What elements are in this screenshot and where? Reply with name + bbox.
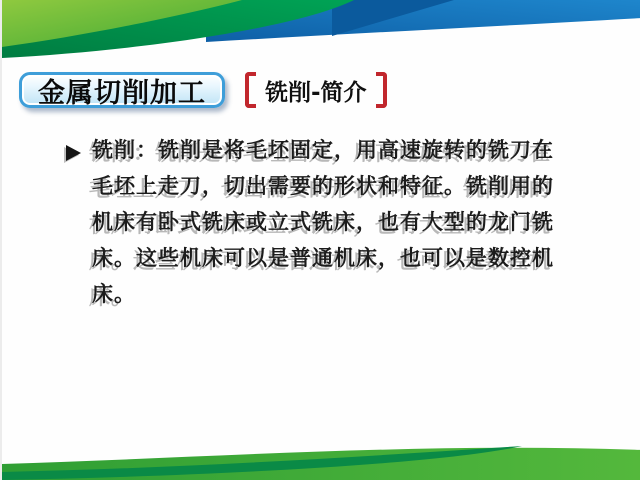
subtitle: 铣削-简介 — [265, 79, 367, 106]
body-line: 毛坯上走刀，切出需要的形状和特征。铣削用的 — [92, 174, 554, 198]
subtitle-group — [245, 70, 387, 110]
page-title: 金属切削加工 — [38, 77, 206, 109]
body-paragraph — [92, 132, 622, 312]
bracket-right-icon — [376, 72, 387, 108]
body-line: 床。 — [92, 282, 136, 306]
body-line: 床。这些机床可以是普通机床，也可以是数控机 — [92, 246, 554, 270]
header-wave-graphic — [2, 0, 640, 62]
title-row — [2, 68, 640, 110]
body-line: 铣削：铣削是将毛坯固定，用高速旋转的铣刀在 — [92, 138, 554, 162]
body-line: 机床有卧式铣床或立式铣床，也有大型的龙门铣 — [92, 210, 554, 234]
bullet-arrow-icon — [66, 145, 81, 161]
footer-wave-graphic — [2, 440, 640, 480]
bracket-left-icon — [245, 72, 256, 108]
title-badge — [19, 72, 225, 108]
